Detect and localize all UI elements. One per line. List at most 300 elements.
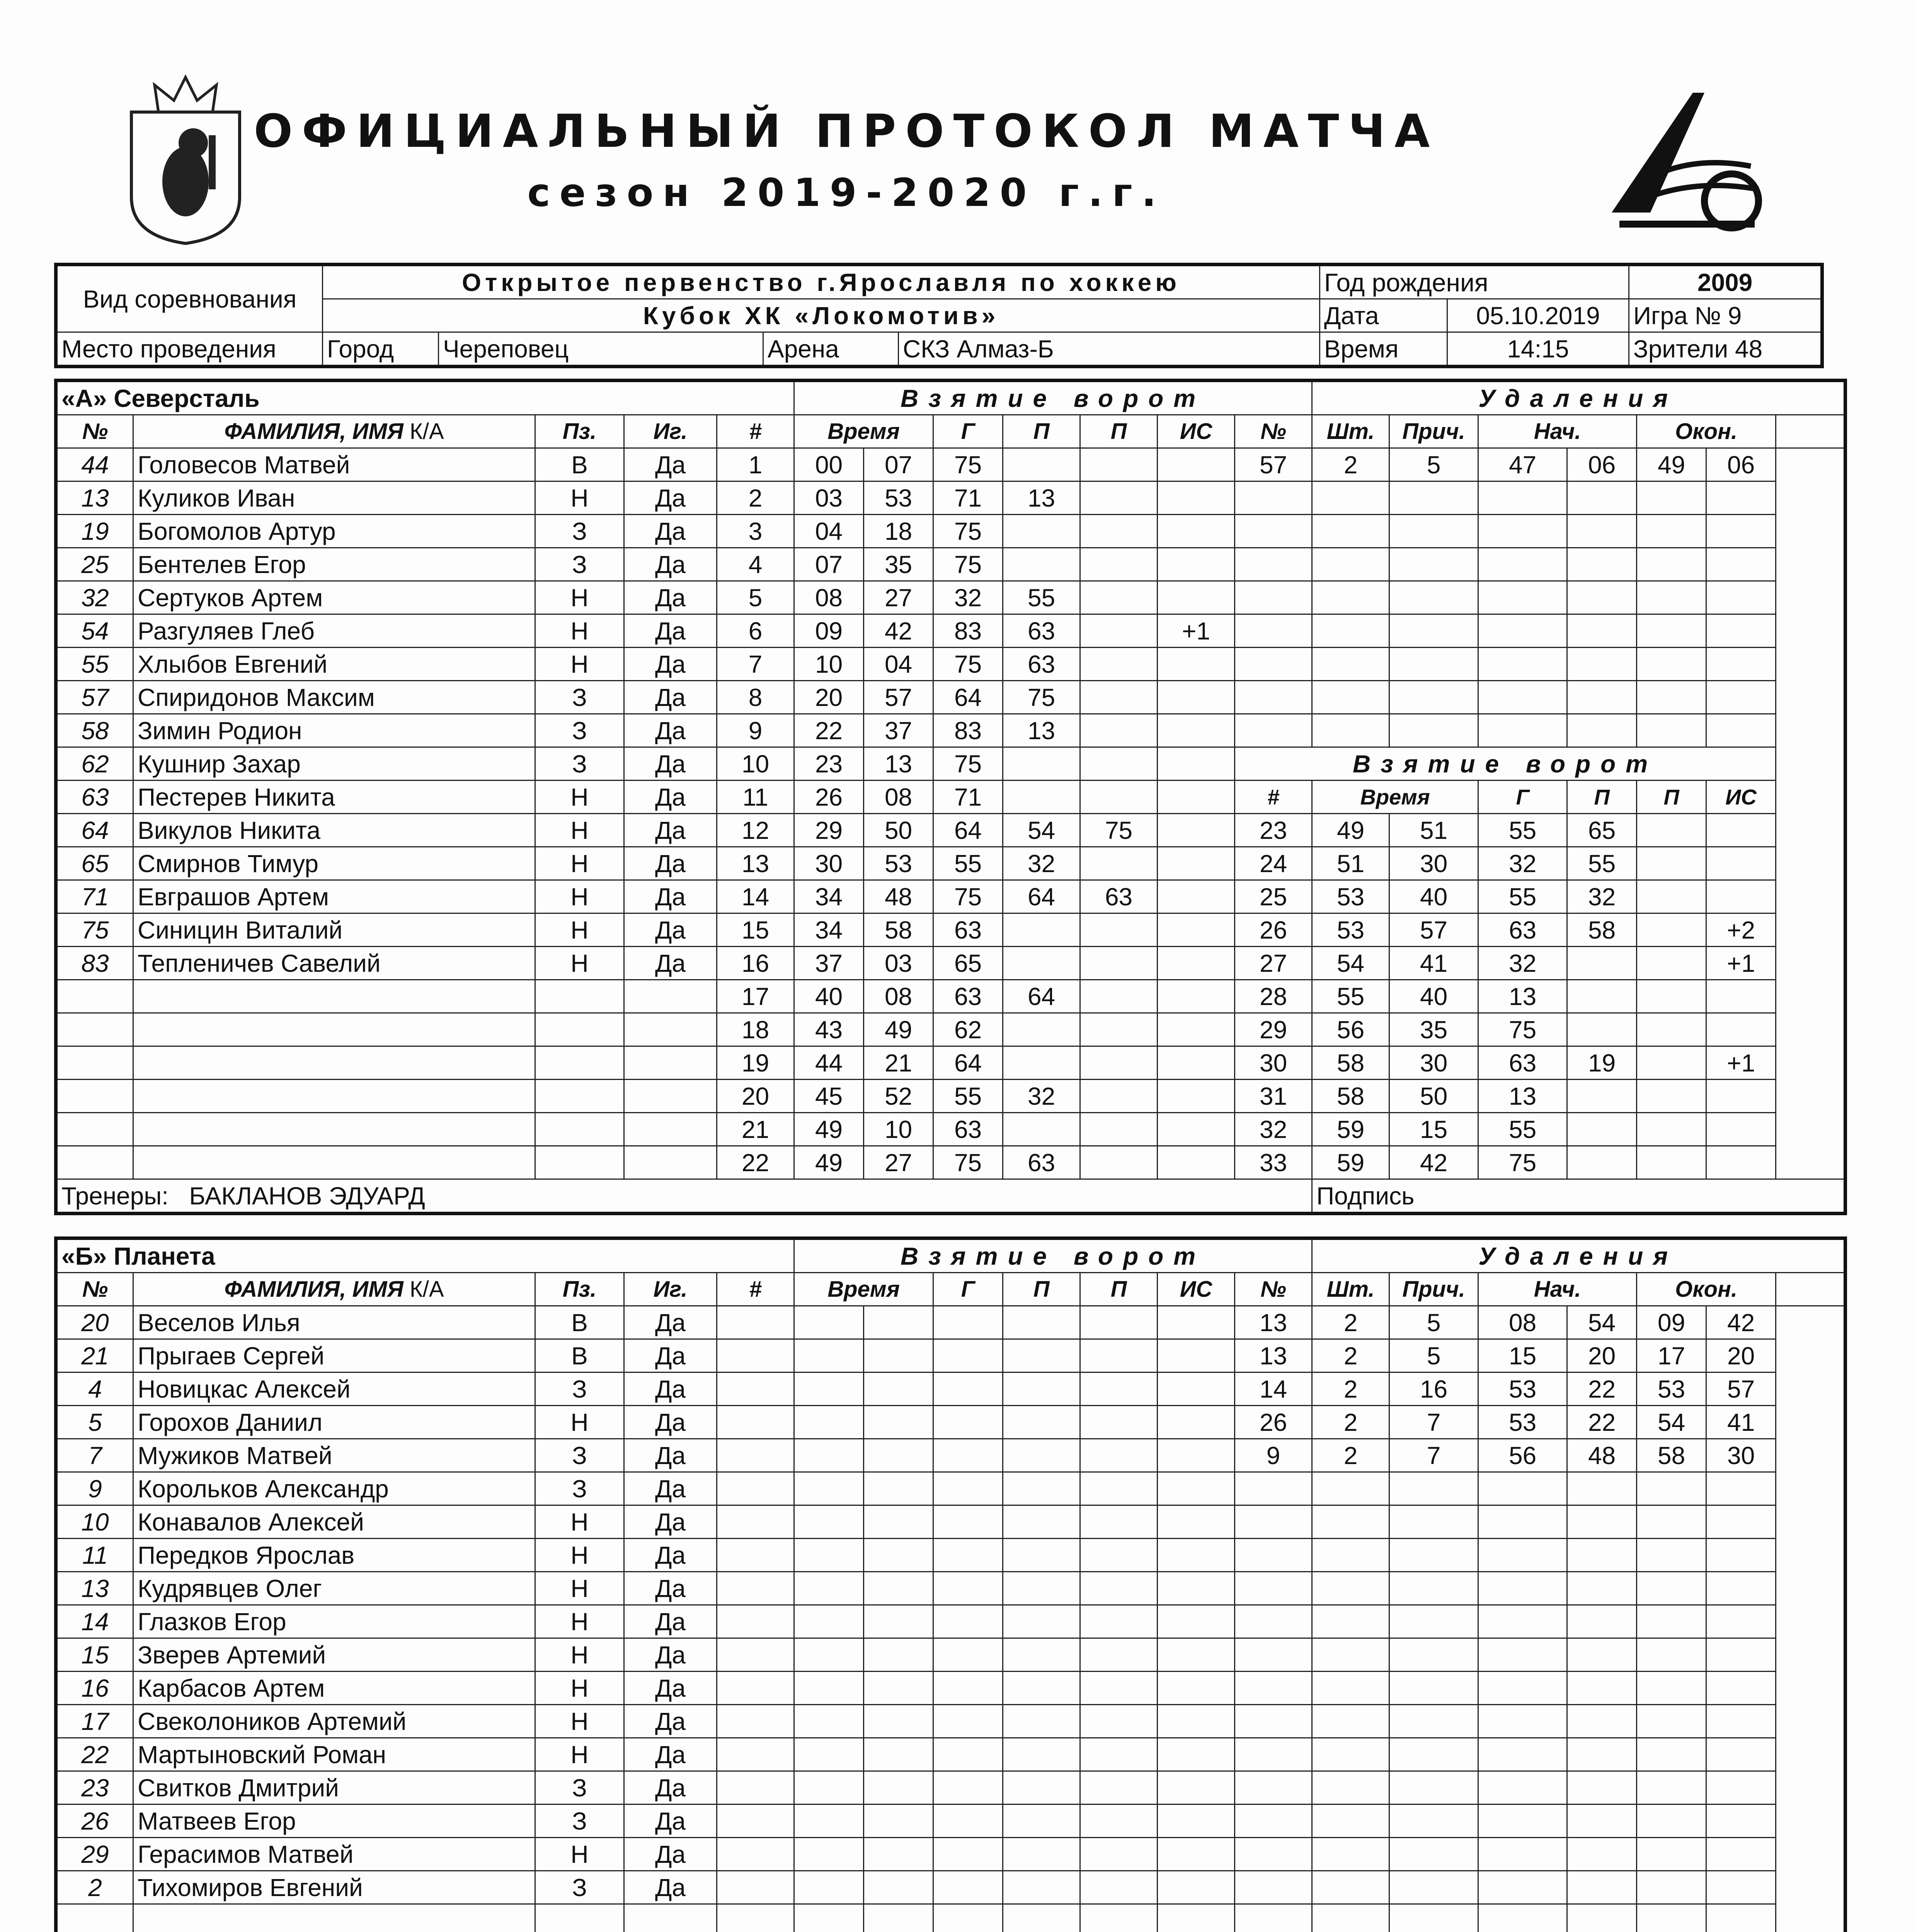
- goal-situation: +1: [1727, 949, 1755, 977]
- goal-number: 18: [741, 1015, 770, 1044]
- player-played: Да: [655, 1873, 686, 1901]
- goal-assist-1: 13: [1027, 716, 1056, 745]
- goal-number: 19: [741, 1049, 770, 1077]
- player-name: Свеколоников Артемий: [138, 1707, 407, 1735]
- player-played: Да: [655, 484, 686, 512]
- goal-min: 26: [815, 783, 843, 811]
- team-b-row: [56, 1738, 1845, 1771]
- col-pz: Пз.: [562, 419, 597, 444]
- penalty-start-min: 53: [1509, 1408, 1537, 1436]
- penalty-player: 57: [1259, 451, 1287, 479]
- goals-continued-header: П: [1594, 785, 1610, 809]
- team-a-row: [56, 814, 1845, 847]
- goal-scorer: 83: [954, 617, 982, 645]
- player-name: Передков Ярослав: [138, 1541, 355, 1569]
- team-a-row: [56, 847, 1845, 880]
- player-played: Да: [655, 1541, 686, 1569]
- team-a-row: [56, 481, 1845, 515]
- player-name: Кудрявцев Олег: [138, 1574, 322, 1602]
- goal-number: 14: [741, 883, 770, 911]
- player-number: 29: [81, 1840, 109, 1868]
- player-position: Н: [570, 783, 589, 811]
- goals-continued-header: Г: [1516, 785, 1529, 809]
- col-g-time: Время: [827, 1277, 900, 1302]
- player-played: Да: [655, 816, 686, 844]
- goal-scorer: 75: [954, 650, 982, 678]
- player-played: Да: [655, 583, 686, 612]
- goal-sec: 42: [884, 617, 913, 645]
- player-number: 65: [81, 849, 109, 878]
- player-played: Да: [655, 1707, 686, 1735]
- goals-continued-header: ИС: [1725, 785, 1757, 809]
- goal-min: 49: [815, 1115, 843, 1143]
- player-name: Корольков Александр: [138, 1475, 389, 1503]
- col-g-num: #: [749, 419, 762, 444]
- col-num: №: [82, 419, 108, 444]
- penalty-reason: 7: [1427, 1441, 1441, 1469]
- team-b-row: [56, 1904, 1845, 1932]
- goal-number: 3: [748, 517, 763, 545]
- penalty-player: 13: [1259, 1342, 1287, 1370]
- goal-scorer: 63: [954, 1115, 982, 1143]
- goal-sec: 27: [884, 1148, 913, 1177]
- goal-min: 34: [815, 883, 843, 911]
- team-a-coach-label: Тренеры:: [61, 1182, 169, 1210]
- player-name: Горохов Даниил: [138, 1408, 323, 1436]
- goal-min: 49: [1337, 816, 1365, 844]
- player-played: Да: [655, 750, 686, 778]
- col-p-sht: Шт.: [1326, 419, 1375, 444]
- goal-number: 30: [1259, 1049, 1287, 1077]
- player-position: Н: [570, 1408, 589, 1436]
- player-name: Смирнов Тимур: [138, 849, 318, 878]
- goal-number: 4: [748, 550, 763, 578]
- player-number: 25: [81, 550, 109, 578]
- goal-min: 58: [1337, 1082, 1365, 1110]
- player-name: Прыгаев Сергей: [138, 1342, 325, 1370]
- goal-sec: 53: [884, 484, 913, 512]
- player-number: 57: [81, 683, 109, 711]
- goal-assist-1: 55: [1588, 849, 1616, 878]
- goal-number: 15: [741, 916, 770, 944]
- goal-scorer: 75: [954, 1148, 982, 1177]
- goal-min: 22: [815, 716, 843, 745]
- penalty-minutes: 2: [1343, 1375, 1358, 1403]
- player-position: В: [571, 1308, 588, 1337]
- goal-min: 23: [815, 750, 843, 778]
- team-a-row: [56, 614, 1845, 648]
- team-a-row: [56, 1146, 1845, 1179]
- penalty-end-sec: 41: [1727, 1408, 1755, 1436]
- city-value: Череповец: [443, 335, 569, 363]
- team-a-row: [56, 515, 1845, 548]
- player-played: Да: [655, 916, 686, 944]
- player-position: Н: [570, 484, 589, 512]
- player-name: Сертуков Артем: [138, 583, 323, 612]
- player-number: 58: [81, 716, 109, 745]
- player-position: Н: [570, 617, 589, 645]
- penalty-start-min: 08: [1509, 1308, 1537, 1337]
- goal-number: 10: [741, 750, 770, 778]
- goal-number: 29: [1259, 1015, 1287, 1044]
- penalty-end-sec: 30: [1727, 1441, 1755, 1469]
- goal-scorer: 55: [1509, 883, 1537, 911]
- player-number: 16: [81, 1674, 109, 1702]
- goal-scorer: 55: [1509, 816, 1537, 844]
- goal-number: 1: [748, 451, 763, 479]
- player-name: Тихомиров Евгений: [138, 1873, 363, 1901]
- goal-min: 51: [1337, 849, 1365, 878]
- penalty-start-sec: 22: [1588, 1408, 1616, 1436]
- penalty-end-sec: 42: [1727, 1308, 1755, 1337]
- team-b-row: [56, 1871, 1845, 1904]
- player-position: Н: [570, 1541, 589, 1569]
- goal-min: 30: [815, 849, 843, 878]
- goal-min: 20: [815, 683, 843, 711]
- col-ka: К/А: [409, 1277, 444, 1302]
- player-number: 13: [81, 484, 109, 512]
- competition-name: Открытое первенство г.Ярославля по хоккею: [462, 268, 1180, 296]
- goal-sec: 30: [1420, 1049, 1448, 1077]
- goal-scorer: 13: [1509, 1082, 1537, 1110]
- goal-sec: 18: [884, 517, 913, 545]
- goal-sec: 53: [884, 849, 913, 878]
- player-position: Н: [570, 916, 589, 944]
- col-g-p2: П: [1110, 1277, 1127, 1302]
- penalty-start-min: 53: [1509, 1375, 1537, 1403]
- col-p-end: Окон.: [1675, 1277, 1738, 1302]
- goal-situation: +1: [1727, 1049, 1755, 1077]
- team-a-row: [56, 714, 1845, 747]
- goal-assist-1: 19: [1588, 1049, 1616, 1077]
- team-b-section: [54, 1236, 1820, 1932]
- col-name: ФАМИЛИЯ, ИМЯ: [224, 1277, 403, 1302]
- document-title: ОФИЦИАЛЬНЫЙ ПРОТОКОЛ МАТЧА: [254, 104, 1439, 158]
- player-name: Зимин Родион: [138, 716, 302, 745]
- team-a-name: «А» Северсталь: [61, 384, 260, 412]
- team-b-row: [56, 1306, 1845, 1339]
- player-position: Н: [570, 1740, 589, 1769]
- goal-assist-1: 63: [1027, 617, 1056, 645]
- player-name: Пестерев Никита: [138, 783, 335, 811]
- player-position: З: [572, 1475, 587, 1503]
- team-b-row: [56, 1372, 1845, 1406]
- player-number: 4: [88, 1375, 102, 1403]
- goal-min: 45: [815, 1082, 843, 1110]
- goal-sec: 42: [1420, 1148, 1448, 1177]
- goal-situation: +2: [1727, 916, 1755, 944]
- player-number: 5: [88, 1408, 102, 1436]
- player-played: Да: [655, 1807, 686, 1835]
- goal-number: 22: [741, 1148, 770, 1177]
- team-b-name: «Б» Планета: [61, 1242, 215, 1270]
- col-g-time: Время: [827, 419, 900, 444]
- goal-min: 56: [1337, 1015, 1365, 1044]
- goal-number: 8: [748, 683, 763, 711]
- goal-min: 43: [815, 1015, 843, 1044]
- player-position: Н: [570, 1508, 589, 1536]
- col-p-start: Нач.: [1534, 419, 1581, 444]
- penalty-minutes: 2: [1343, 1408, 1358, 1436]
- team-b-goals-title: Взятие ворот: [900, 1242, 1206, 1270]
- team-a-row: [56, 1080, 1845, 1113]
- penalty-end-min: 58: [1658, 1441, 1685, 1469]
- time-label: Время: [1324, 335, 1399, 363]
- goal-scorer: 63: [1509, 916, 1537, 944]
- player-number: 19: [81, 517, 109, 545]
- player-name: Хлыбов Евгений: [138, 650, 328, 678]
- goal-number: 21: [741, 1115, 770, 1143]
- player-number: 22: [81, 1740, 109, 1769]
- team-b-row: [56, 1838, 1845, 1871]
- goals-continued-header: П: [1663, 785, 1679, 809]
- team-b-row: [56, 1572, 1845, 1605]
- penalty-start-sec: 20: [1588, 1342, 1616, 1370]
- player-played: Да: [655, 550, 686, 578]
- player-played: Да: [655, 517, 686, 545]
- col-ig: Иг.: [653, 419, 688, 444]
- goal-min: 44: [815, 1049, 843, 1077]
- player-number: 64: [81, 816, 109, 844]
- yaroslavl-crest-icon: [116, 70, 255, 247]
- player-played: Да: [655, 1342, 686, 1370]
- penalty-reason: 5: [1427, 1342, 1441, 1370]
- player-played: Да: [655, 1475, 686, 1503]
- team-a-row: [56, 581, 1845, 614]
- player-number: 13: [81, 1574, 109, 1602]
- goal-assist-2: 75: [1105, 816, 1133, 844]
- goal-situation: +1: [1182, 617, 1210, 645]
- team-b-row: [56, 1605, 1845, 1638]
- team-b-row: [56, 1505, 1845, 1539]
- goal-number: 11: [742, 783, 768, 811]
- goal-assist-1: 32: [1027, 849, 1056, 878]
- col-g-p2: П: [1110, 419, 1127, 444]
- player-number: 7: [88, 1441, 102, 1469]
- player-number: 44: [81, 451, 109, 479]
- goal-sec: 41: [1420, 949, 1448, 977]
- goal-min: 09: [815, 617, 843, 645]
- penalty-end-min: 49: [1658, 451, 1685, 479]
- col-pz: Пз.: [562, 1277, 597, 1302]
- goal-scorer: 75: [954, 451, 982, 479]
- team-a-signature-label: Подпись: [1316, 1182, 1415, 1210]
- team-a-row: [56, 747, 1845, 781]
- team-b-table: [54, 1236, 1847, 1932]
- player-position: Н: [570, 1674, 589, 1702]
- goal-scorer: 13: [1509, 982, 1537, 1010]
- team-b-row: [56, 1638, 1845, 1672]
- player-played: Да: [655, 683, 686, 711]
- col-g-g: Г: [961, 419, 975, 444]
- team-a-row: [56, 947, 1845, 980]
- goal-assist-1: 64: [1027, 883, 1056, 911]
- date-value: 05.10.2019: [1476, 301, 1600, 330]
- team-a-goals-title: Взятие ворот: [900, 384, 1206, 412]
- goal-sec: 04: [884, 650, 913, 678]
- player-name: Зверев Артемий: [138, 1641, 326, 1669]
- penalty-player: 26: [1259, 1408, 1287, 1436]
- penalty-player: 9: [1266, 1441, 1280, 1469]
- goal-scorer: 32: [1509, 849, 1537, 878]
- goal-scorer: 55: [1509, 1115, 1537, 1143]
- goal-scorer: 75: [1509, 1015, 1537, 1044]
- player-number: 17: [81, 1707, 109, 1735]
- game-number-label: Игра №: [1633, 301, 1721, 330]
- goal-min: 37: [815, 949, 843, 977]
- player-name: Глазков Егор: [138, 1607, 286, 1636]
- goal-scorer: 64: [954, 1049, 982, 1077]
- goal-min: 40: [815, 982, 843, 1010]
- goal-sec: 07: [884, 451, 913, 479]
- player-played: Да: [655, 1574, 686, 1602]
- player-name: Карбасов Артем: [138, 1674, 325, 1702]
- team-a-row: [56, 1013, 1845, 1046]
- birth-year-label: Год рождения: [1324, 268, 1488, 297]
- goal-assist-1: 75: [1027, 683, 1056, 711]
- team-a-coach: БАКЛАНОВ ЭДУАРД: [189, 1182, 425, 1210]
- player-number: 23: [81, 1774, 109, 1802]
- goals-continued-header: Время: [1360, 785, 1430, 809]
- col-g-p1: П: [1033, 419, 1050, 444]
- player-number: 11: [82, 1541, 108, 1569]
- player-played: Да: [655, 1641, 686, 1669]
- goal-min: 58: [1337, 1049, 1365, 1077]
- player-played: Да: [655, 1441, 686, 1469]
- penalty-player: 14: [1259, 1375, 1287, 1403]
- player-name: Свитков Дмитрий: [138, 1774, 339, 1802]
- penalty-end-sec: 06: [1727, 451, 1755, 479]
- penalty-end-min: 17: [1658, 1342, 1685, 1370]
- player-position: З: [572, 1873, 587, 1901]
- player-position: Н: [570, 1641, 589, 1669]
- goal-sec: 57: [884, 683, 913, 711]
- player-position: Н: [570, 1840, 589, 1868]
- goal-min: 10: [815, 650, 843, 678]
- col-name: ФАМИЛИЯ, ИМЯ: [224, 419, 403, 444]
- competition-info-table: [54, 263, 1824, 368]
- goal-sec: 37: [884, 716, 913, 745]
- col-g-is: ИС: [1180, 1277, 1212, 1302]
- penalty-end-sec: 20: [1727, 1342, 1755, 1370]
- player-played: Да: [655, 883, 686, 911]
- goal-assist-1: 63: [1027, 650, 1056, 678]
- player-number: 14: [81, 1607, 109, 1636]
- goal-sec: 21: [884, 1049, 913, 1077]
- team-a-row: [56, 648, 1845, 681]
- team-a-row: [56, 448, 1845, 481]
- col-p-num: №: [1260, 419, 1286, 444]
- goal-number: 28: [1259, 982, 1287, 1010]
- goal-number: 27: [1259, 949, 1287, 977]
- player-played: Да: [655, 1774, 686, 1802]
- goal-number: 13: [741, 849, 770, 878]
- player-number: 63: [81, 783, 109, 811]
- goal-number: 31: [1259, 1082, 1287, 1110]
- player-position: Н: [570, 883, 589, 911]
- goal-min: 54: [1337, 949, 1365, 977]
- goal-min: 04: [815, 517, 843, 545]
- city-label: Город: [327, 335, 394, 363]
- goal-scorer: 75: [954, 550, 982, 578]
- goal-assist-1: 65: [1588, 816, 1616, 844]
- player-position: З: [572, 1375, 587, 1403]
- player-played: Да: [655, 1674, 686, 1702]
- team-a-row: [56, 781, 1845, 814]
- team-b-penalties-title: Удаления: [1478, 1242, 1678, 1270]
- goal-scorer: 64: [954, 816, 982, 844]
- col-num: №: [82, 1277, 108, 1302]
- penalty-reason: 5: [1427, 1308, 1441, 1337]
- player-played: Да: [655, 849, 686, 878]
- team-b-row: [56, 1539, 1845, 1572]
- goal-number: 2: [748, 484, 763, 512]
- goal-min: 53: [1337, 916, 1365, 944]
- col-g-is: ИС: [1180, 419, 1212, 444]
- goal-assist-1: 54: [1027, 816, 1056, 844]
- goal-scorer: 63: [954, 982, 982, 1010]
- goal-scorer: 65: [954, 949, 982, 977]
- col-p-sht: Шт.: [1326, 1277, 1375, 1302]
- goal-scorer: 75: [954, 750, 982, 778]
- player-name: Головесов Матвей: [138, 451, 350, 479]
- competition-type-label: Вид соревнования: [83, 285, 297, 313]
- player-played: Да: [655, 1408, 686, 1436]
- goal-number: 23: [1259, 816, 1287, 844]
- player-name: Мартыновский Роман: [138, 1740, 386, 1769]
- birth-year: 2009: [1697, 268, 1753, 296]
- goal-sec: 08: [884, 783, 913, 811]
- col-ig: Иг.: [653, 1277, 688, 1302]
- team-b-row: [56, 1406, 1845, 1439]
- penalty-end-sec: 57: [1727, 1375, 1755, 1403]
- player-position: Н: [570, 849, 589, 878]
- goal-sec: 49: [884, 1015, 913, 1044]
- goal-sec: 03: [884, 949, 913, 977]
- player-number: 20: [81, 1308, 109, 1337]
- goal-min: 03: [815, 484, 843, 512]
- game-number: 9: [1728, 301, 1742, 330]
- player-number: 54: [81, 617, 109, 645]
- player-position: З: [572, 683, 587, 711]
- penalty-end-min: 53: [1658, 1375, 1685, 1403]
- penalty-reason: 5: [1427, 451, 1441, 479]
- goal-min: 29: [815, 816, 843, 844]
- goal-sec: 35: [884, 550, 913, 578]
- goal-number: 6: [748, 617, 763, 645]
- penalty-reason: 7: [1427, 1408, 1441, 1436]
- penalty-start-sec: 22: [1588, 1375, 1616, 1403]
- player-number: 55: [81, 650, 109, 678]
- player-played: Да: [655, 1740, 686, 1769]
- team-a-table: [54, 379, 1847, 1215]
- goal-min: 07: [815, 550, 843, 578]
- player-name: Конавалов Алексей: [138, 1508, 364, 1536]
- player-played: Да: [655, 1508, 686, 1536]
- goal-sec: 52: [884, 1082, 913, 1110]
- player-position: В: [571, 451, 588, 479]
- goal-min: 53: [1337, 883, 1365, 911]
- team-a-row: [56, 548, 1845, 581]
- goal-sec: 50: [1420, 1082, 1448, 1110]
- player-name: Синицин Виталий: [138, 916, 343, 944]
- goal-scorer: 64: [954, 683, 982, 711]
- team-b-row: [56, 1804, 1845, 1838]
- player-number: 32: [81, 583, 109, 612]
- penalty-start-sec: 54: [1588, 1308, 1616, 1337]
- goal-assist-1: 32: [1027, 1082, 1056, 1110]
- team-a-row: [56, 681, 1845, 714]
